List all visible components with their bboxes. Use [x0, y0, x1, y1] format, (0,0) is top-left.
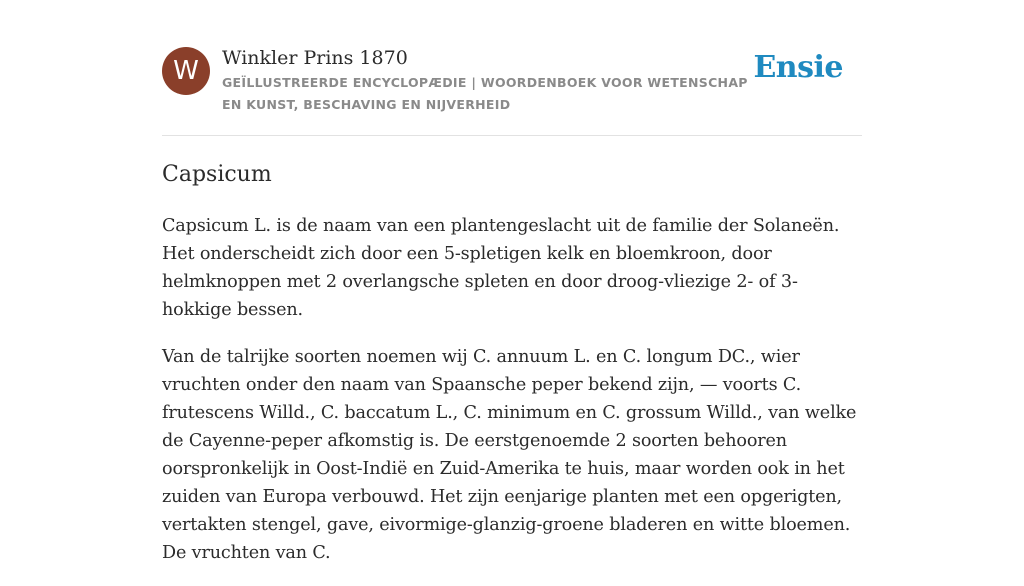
article-paragraph: Van de talrijke soorten noemen wij C. annuum L. en C. longum DC., wier vruchten onder den naam van Spaansche peper bekend zijn, — voorts C. frutescens Willd., C. baccatum L., C. minimum en C. grossum Willd., van welke de Cayenne-peper afkomstig is. De eerstgenoemde 2 soorten behooren oorspronkelijk in Oost-Indië en Zuid-Amerika te huis, maar worden ook in het zuiden van Europa verbouwd. Het zijn eenjarige planten met een opgerigten, vertakten stengel, gave, eivormige-glanzig-groene bladeren en witte bloemen. De vruchten van C.	[162, 347, 857, 563]
source-subtitle: GEÏLLUSTREERDE ENCYCLOPÆDIE | WOORDENBOEK VOOR WETENSCHAP EN KUNST, BESCHAVING EN NIJVERHEID	[222, 75, 748, 112]
header-divider	[162, 135, 862, 136]
ensie-logo[interactable]: Ensie	[753, 50, 843, 85]
source-title[interactable]: Winkler Prins 1870	[222, 47, 408, 69]
article-title: Capsicum	[162, 162, 272, 187]
article-paragraph: Capsicum L. is de naam van een plantengeslacht uit de familie der Solaneën. Het onderscheidt zich door een 5-spletigen kelk en bloemkroon, door helmknoppen met 2 overlangsche spleten en door droog-vliezige 2- of 3-hokkige bessen.	[162, 216, 840, 320]
source-avatar[interactable]: W	[162, 47, 210, 95]
article	[162, 158, 862, 586]
source-header	[162, 44, 862, 116]
source-info	[222, 44, 762, 116]
